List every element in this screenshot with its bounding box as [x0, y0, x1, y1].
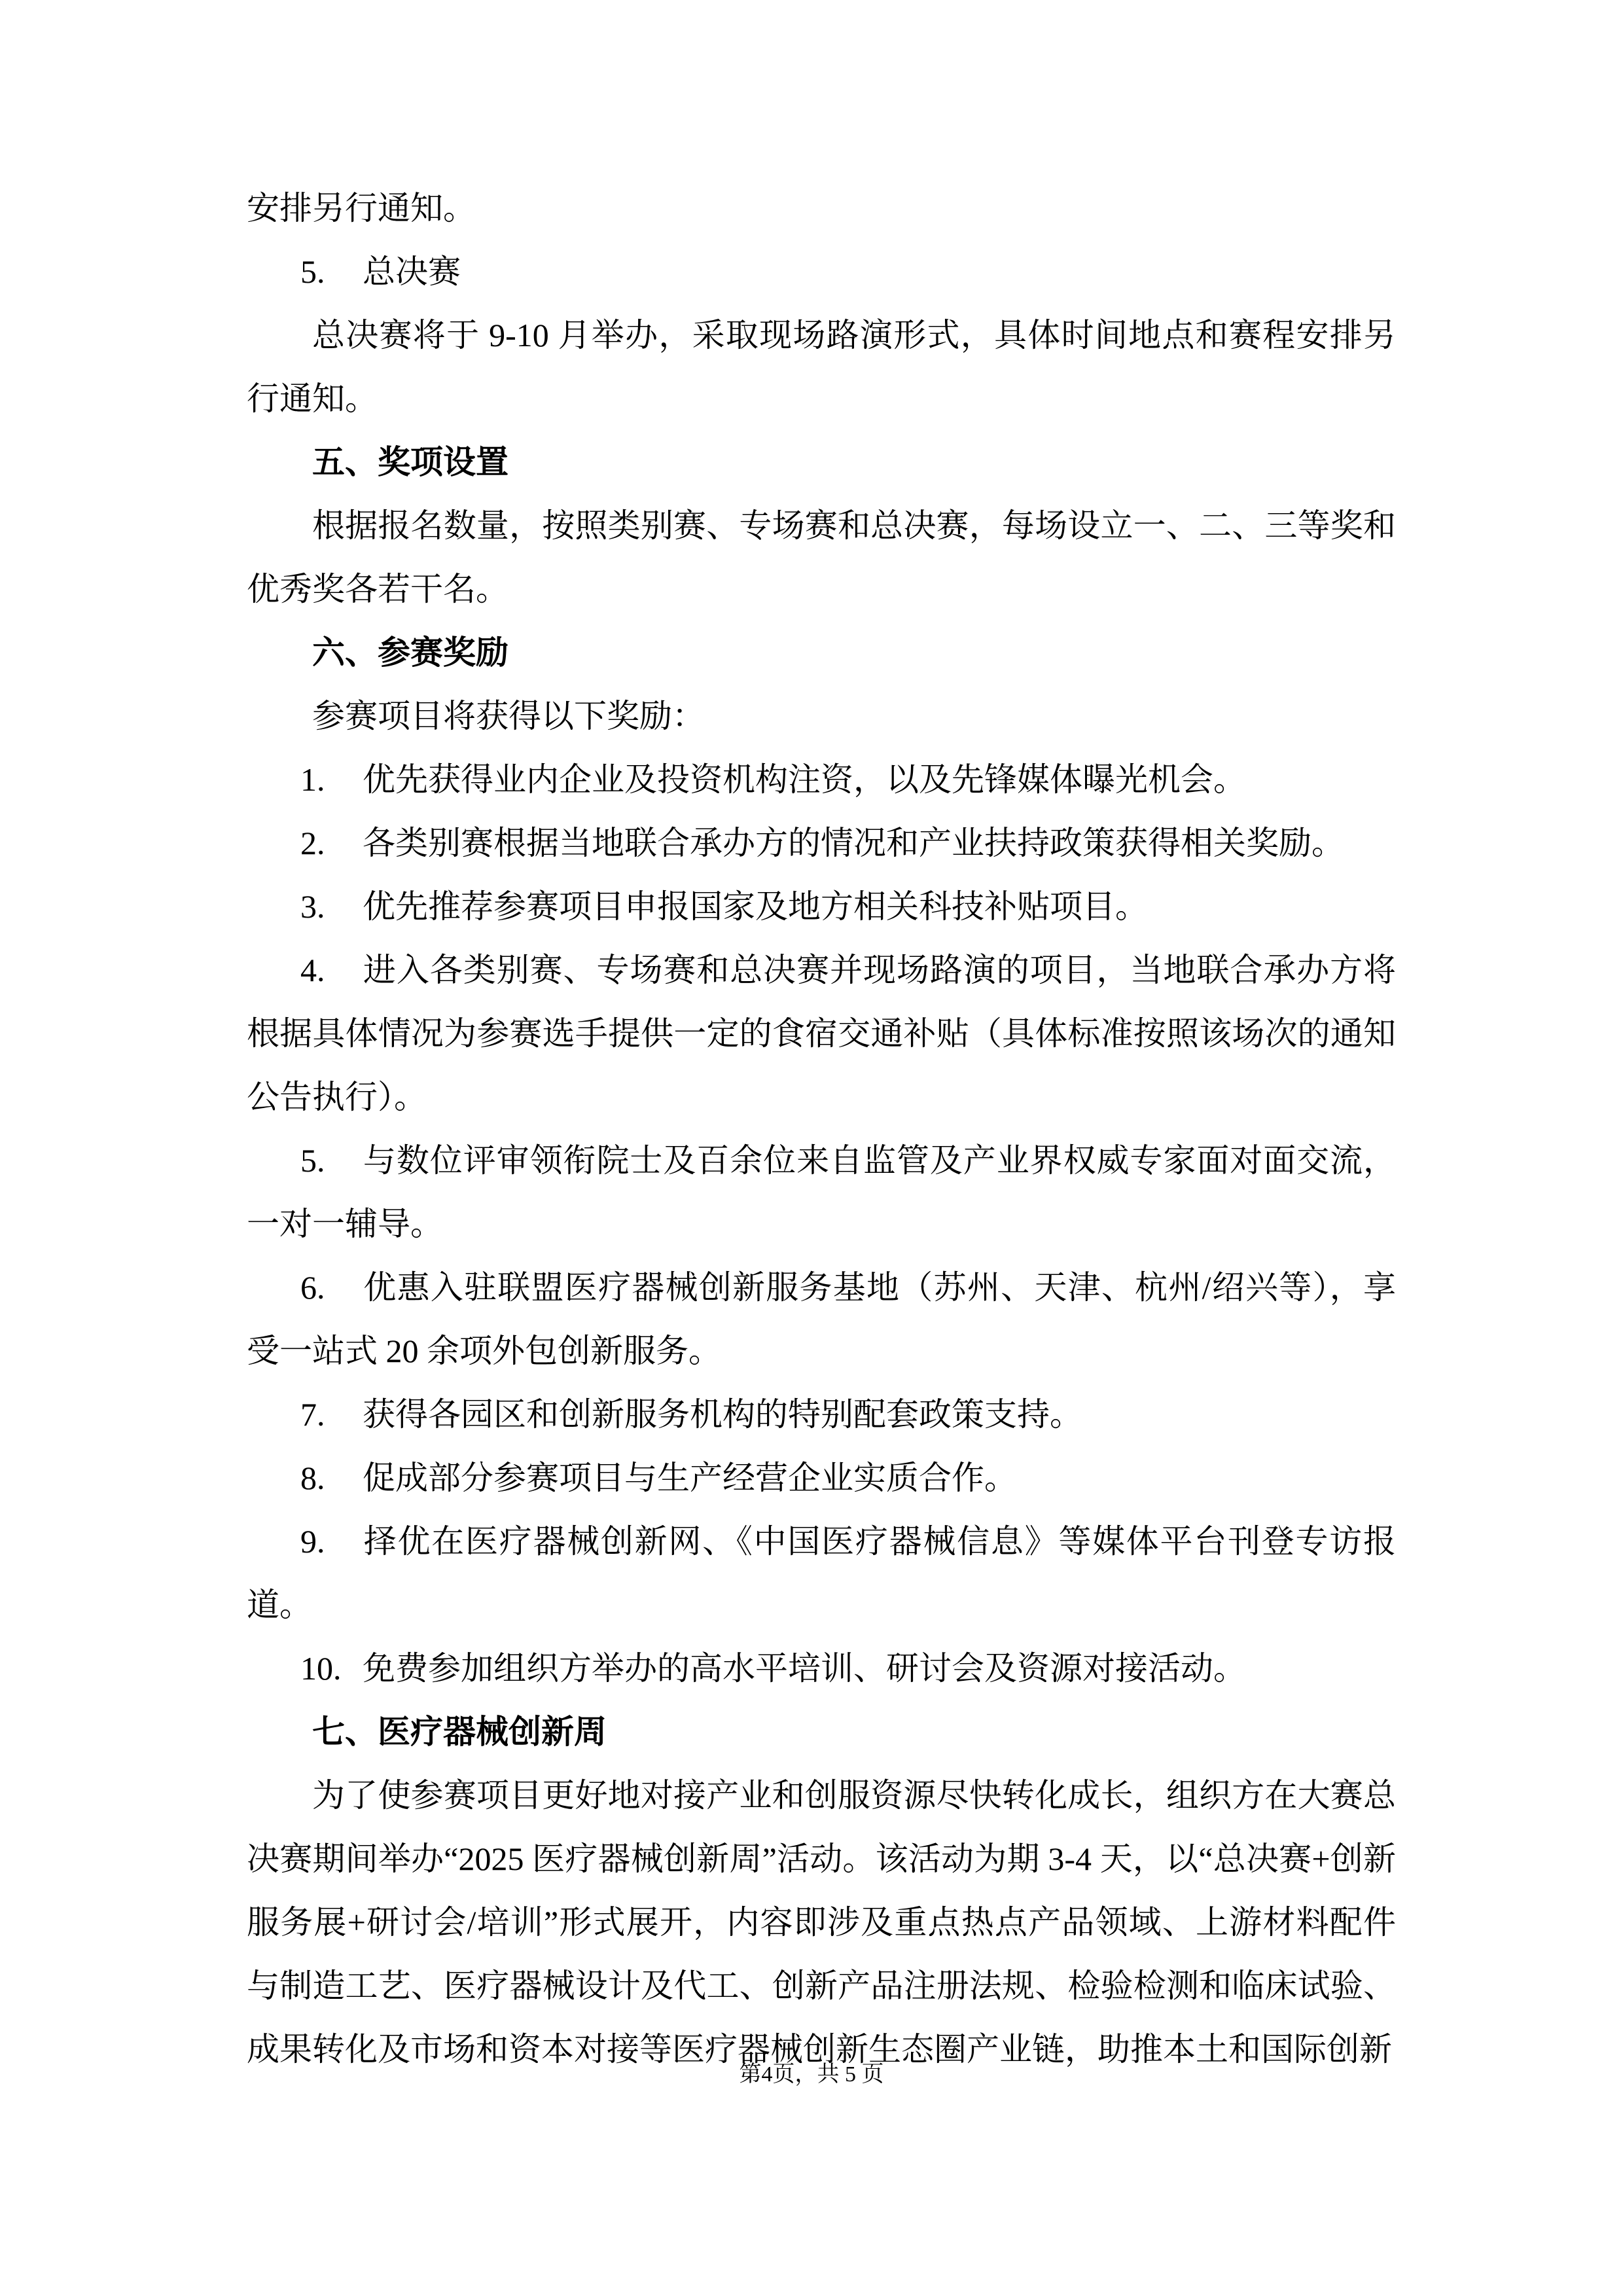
list-item [247, 1256, 1396, 1383]
list-item-text: 与数位评审领衔院士及百余位来自监管及产业界权威专家面对面交流，一对一辅导。 [247, 1142, 1396, 1242]
list-item-number: 6. [300, 1269, 325, 1306]
list-item-number: 7. [300, 1396, 325, 1433]
list-item-number: 1. [300, 761, 325, 798]
list-item-text: 优先获得业内企业及投资机构注资，以及先锋媒体曝光机会。 [363, 761, 1246, 798]
list-item-number: 4. [300, 952, 325, 988]
list-item-text: 总决赛 [363, 253, 461, 290]
paragraph: 参赛项目将获得以下奖励： [312, 698, 705, 734]
list-item-number: 2. [300, 825, 325, 861]
paragraph: 为了使参赛项目更好地对接产业和创服资源尽快转化成长，组织方在大赛总决赛期间举办“2025 医疗器械创新周”活动。该活动为期 3-4 天，以“总决赛+创新服务展+研讨会/培训”形式展开，内容即涉及重点热点产品领域、上游材料配件与制造工艺、医疗器械设计及代工、创新产品注册法规、检验检测和临床试验、成果转化及市场和资本对接等医疗器械创新生态圈产业链，助推本土和国际创新 [247, 1777, 1396, 2068]
list-item-text: 免费参加组织方举办的高水平培训、研讨会及资源对接活动。 [363, 1650, 1246, 1687]
list-item-text: 择优在医疗器械创新网、《中国医疗器械信息》等媒体平台刊登专访报道。 [247, 1523, 1396, 1623]
paragraph: 安排另行通知。 [247, 190, 476, 226]
list-item [247, 748, 1396, 812]
page-number-label: 第4页，共 5 页 [739, 2062, 884, 2087]
list-item [247, 939, 1396, 1129]
section-heading: 七、医疗器械创新周 [312, 1713, 607, 1750]
section-heading: 五、奖项设置 [312, 444, 508, 480]
list-item [247, 875, 1396, 939]
list-item-text: 进入各类别赛、专场赛和总决赛并现场路演的项目，当地联合承办方将根据具体情况为参赛选手提供一定的食宿交通补贴（具体标准按照该场次的通知公告执行）。 [247, 952, 1396, 1115]
list-item [247, 812, 1396, 875]
list-item-number: 10. [300, 1650, 342, 1687]
list-item-number: 5. [300, 253, 325, 290]
list-item [247, 1383, 1396, 1446]
list-item [247, 1637, 1396, 1700]
list-item [247, 1446, 1396, 1510]
list-item-text: 获得各园区和创新服务机构的特别配套政策支持。 [363, 1396, 1082, 1433]
list-item [247, 1510, 1396, 1637]
list-item-text: 优惠入驻联盟医疗器械创新服务基地（苏州、天津、杭州/绍兴等），享受一站式 20 余项外包创新服务。 [247, 1269, 1396, 1369]
paragraph: 总决赛将于 9-10 月举办，采取现场路演形式，具体时间地点和赛程安排另行通知。 [247, 317, 1396, 417]
list-item-number: 5. [300, 1142, 325, 1179]
list-item-text: 促成部分参赛项目与生产经营企业实质合作。 [363, 1460, 1017, 1496]
document-body [247, 177, 1396, 2081]
page-footer [0, 2060, 1623, 2089]
list-item-text: 优先推荐参赛项目申报国家及地方相关科技补贴项目。 [363, 888, 1148, 925]
list-item-number: 9. [300, 1523, 325, 1560]
list-item-number: 3. [300, 888, 325, 925]
paragraph: 根据报名数量，按照类别赛、专场赛和总决赛，每场设立一、二、三等奖和优秀奖各若干名。 [247, 507, 1396, 607]
list-item [247, 1129, 1396, 1256]
section-heading: 六、参赛奖励 [312, 634, 508, 671]
list-item-number: 8. [300, 1460, 325, 1496]
list-item [247, 240, 1396, 304]
list-item-text: 各类别赛根据当地联合承办方的情况和产业扶持政策获得相关奖励。 [363, 825, 1344, 861]
